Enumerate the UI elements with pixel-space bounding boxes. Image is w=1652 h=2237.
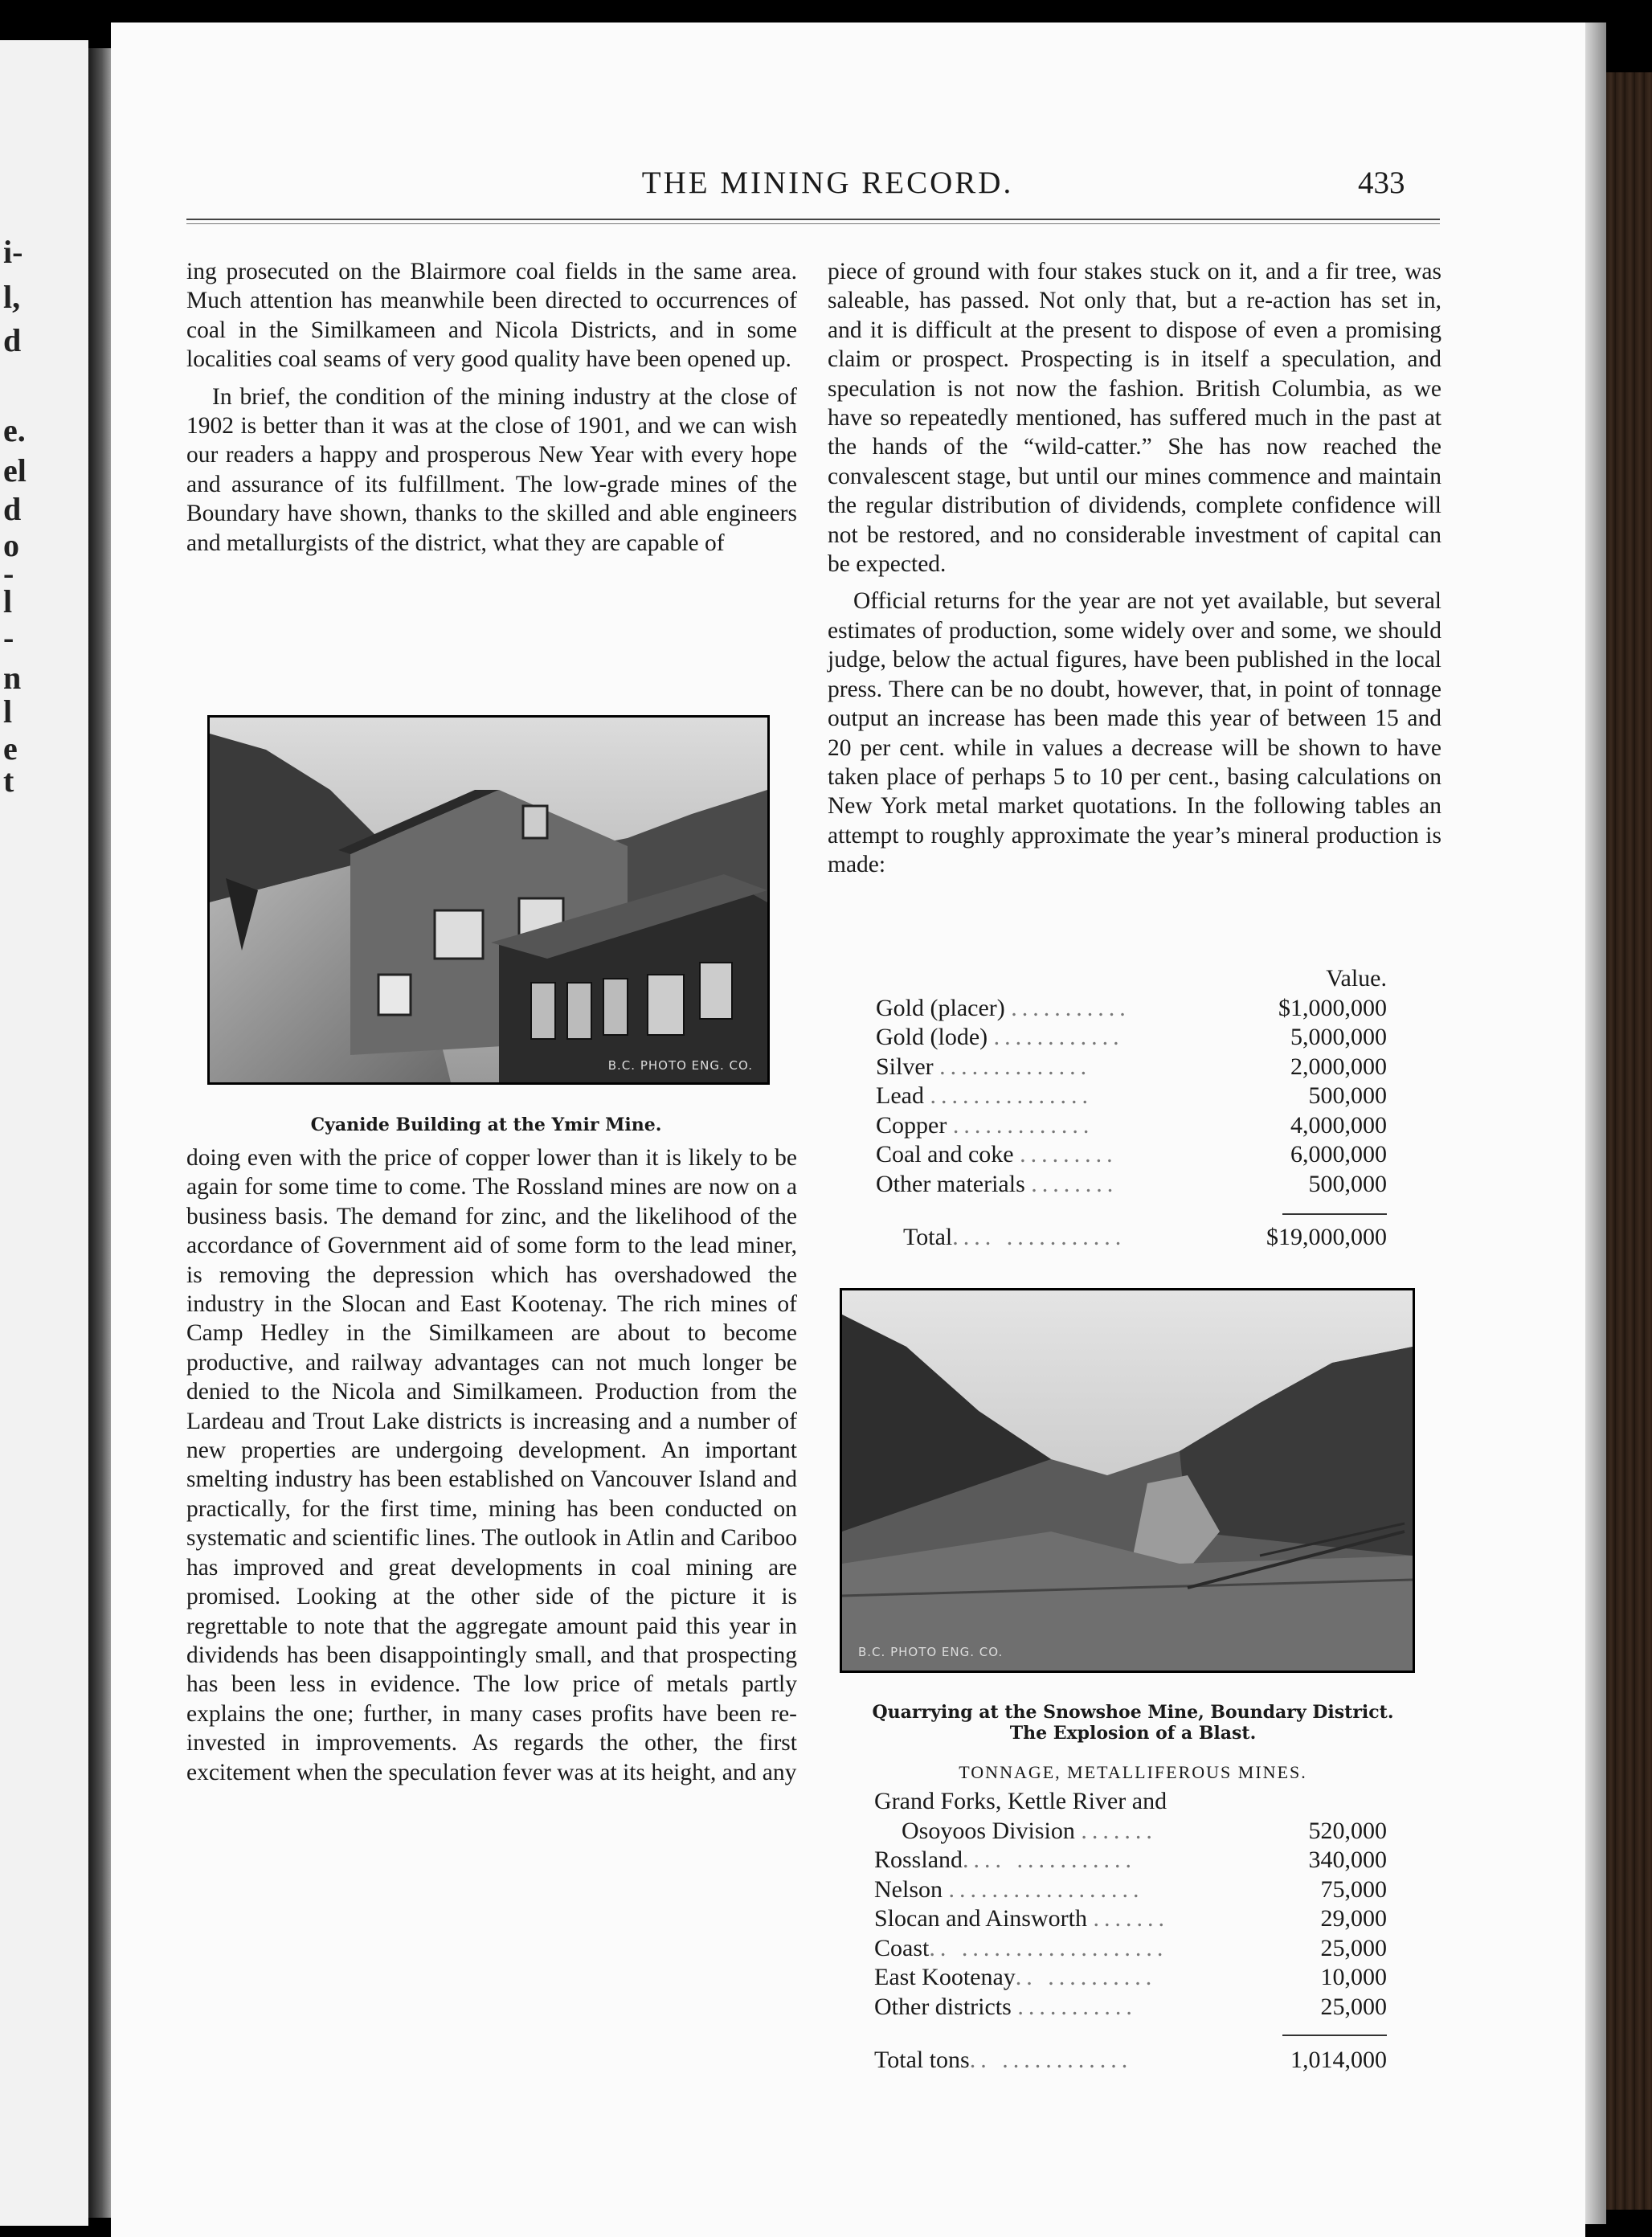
table-row: Lead ............... 500,000 — [876, 1082, 1387, 1111]
row-value: 4,000,000 — [1290, 1111, 1387, 1139]
margin-fragment: l, — [3, 279, 21, 315]
page-stack-edge — [1585, 22, 1606, 2224]
left-column-bottom — [186, 1143, 797, 1787]
margin-fragment: d — [3, 491, 22, 527]
header-rule — [186, 219, 1440, 224]
paragraph: Official returns for the year are not yet available, but several estimates of production, some widely over and some, we should judge, below the actual figures, have been published in the local press. There can be no doubt, however, that, in point of tonnage output an increase has been made this year of between 15 and 20 per cent. while in values a decrease will be shown to have taken place of perhaps 5 to 10 per cent., basing calculations on New York metal market quotations. In the following tables an attempt to roughly approximate the year’s mineral production is made: — [828, 588, 1441, 878]
page-number: 433 — [1358, 166, 1405, 200]
total-rule — [1282, 1213, 1387, 1215]
table-row: Silver .............. 2,000,000 — [876, 1053, 1387, 1082]
row-label: Gold (lode) — [876, 1024, 988, 1050]
margin-fragment: e. — [3, 412, 26, 448]
row-value: 520,000 — [1308, 1817, 1387, 1844]
table-row: Gold (lode) ............ 5,000,000 — [876, 1023, 1387, 1053]
book-spine — [1606, 72, 1652, 2210]
row-label: Rossland — [874, 1846, 963, 1873]
row-label: Grand Forks, Kettle River and — [874, 1788, 1167, 1814]
table-row: Copper ............. 4,000,000 — [876, 1111, 1387, 1141]
row-value: 75,000 — [1320, 1875, 1387, 1903]
caption-line: The Explosion of a Blast. — [1009, 1723, 1257, 1744]
row-label: Silver — [876, 1053, 934, 1080]
row-value: 500,000 — [1308, 1082, 1387, 1109]
row-label: Nelson — [874, 1875, 943, 1903]
table-row: East Kootenay.. .......... 10,000 — [874, 1963, 1387, 1993]
row-label: Lead — [876, 1082, 924, 1109]
margin-fragment: d — [3, 322, 22, 358]
margin-fragment: l — [3, 693, 13, 730]
right-column-top — [828, 257, 1441, 880]
mineral-value-table — [876, 964, 1387, 1253]
table-row-label-line — [874, 1787, 1387, 1817]
table-row: Coal and coke ......... 6,000,000 — [876, 1140, 1387, 1170]
row-value: 29,000 — [1320, 1905, 1387, 1932]
photo-credit: B.C. PHOTO ENG. CO. — [607, 1058, 753, 1073]
binding-gutter — [88, 48, 111, 2218]
row-label: Coal and coke — [876, 1141, 1014, 1168]
row-label: Slocan and Ainsworth — [874, 1905, 1087, 1932]
table-row: Rossland.... ........... 340,000 — [874, 1846, 1387, 1875]
caption-line: Quarrying at the Snowshoe Mine, Boundary District. — [872, 1702, 1394, 1723]
margin-fragment: e — [3, 730, 18, 767]
row-value: 340,000 — [1308, 1846, 1387, 1873]
margin-fragment: i- — [3, 234, 23, 270]
table-row: Other materials ........ 500,000 — [876, 1170, 1387, 1200]
previous-page-edge — [0, 40, 88, 2226]
row-label: Coast — [874, 1934, 930, 1961]
photo-caption: Cyanide Building at the Ymir Mine. — [310, 1114, 662, 1135]
table-row: Coast.. ................... 25,000 — [874, 1934, 1387, 1964]
total-row: Total tons.. ............ 1,014,000 — [874, 2046, 1387, 2075]
row-value: 6,000,000 — [1290, 1141, 1387, 1168]
margin-fragment: t — [3, 763, 14, 799]
row-value: 25,000 — [1320, 1934, 1387, 1961]
photo-caption — [828, 1702, 1438, 1744]
row-value: 5,000,000 — [1290, 1024, 1387, 1050]
margin-fragment: o — [3, 527, 19, 563]
row-value: 25,000 — [1320, 1993, 1387, 2020]
row-label: Other districts — [874, 1993, 1012, 2020]
table-row: Slocan and Ainsworth ....... 29,000 — [874, 1904, 1387, 1934]
cyanide-building-image — [210, 718, 767, 1082]
table-row: Nelson .................. 75,000 — [874, 1875, 1387, 1905]
paragraph: ing prosecuted on the Blairmore coal fields in the same area. Much attention has meanwhile been directed to occurrences of coal in the Similkameen and Nicola Districts, and in some localities coal seams of very good quality have been opened up. — [186, 259, 797, 373]
paragraph: In brief, the condition of the mining industry at the close of 1902 is better than it was at the close of 1901, and we can wish our readers a happy and prosperous New Year with every hope and assurance of its fulfillment. The low-grade mines of the Boundary have shown, thanks to the skilled and able engineers and metallurgists of the district, what they are capable of — [186, 383, 797, 556]
total-value: $19,000,000 — [1266, 1224, 1387, 1250]
photo-credit: B.C. PHOTO ENG. CO. — [858, 1645, 1004, 1659]
margin-fragment: el — [3, 452, 27, 489]
total-label: Total — [903, 1224, 953, 1250]
row-label: Other materials — [876, 1170, 1025, 1197]
margin-fragment: - — [3, 555, 14, 591]
photo-cyanide-building — [207, 715, 770, 1085]
row-label: East Kootenay — [874, 1964, 1016, 1990]
running-header: THE MINING RECORD. — [641, 166, 1014, 200]
margin-fragment: l — [3, 583, 13, 620]
table-row: Osoyoos Division ....... 520,000 — [874, 1817, 1387, 1846]
tonnage-table — [874, 1787, 1387, 2075]
total-value: 1,014,000 — [1290, 2047, 1387, 2073]
row-label: Gold (placer) — [876, 994, 1005, 1021]
row-label: Osoyoos Division — [902, 1817, 1075, 1844]
row-value: 10,000 — [1320, 1964, 1387, 1990]
table-row: Gold (placer) ........... $1,000,000 — [876, 994, 1387, 1024]
left-column-top — [186, 257, 797, 558]
table-row: Other districts ........... 25,000 — [874, 1993, 1387, 2022]
paragraph: piece of ground with four stakes stuck on it, and a fir tree, was saleable, has passed. Not only that, but a re-action has set in, and it is difficult at the present to dispose of even a promising claim or prospect. Prospecting is in itself a speculation, and speculation is not now the fashion. British Columbia, as we have so repeatedly mentioned, has suffered much in the past at the hands of the “wild-catter.” She has now reached the convalescent stage, but until our mines commence and maintain the regular distribution of dividends, complete confidence will not be restored, and no considerable investment of capital can be expected. — [828, 259, 1441, 578]
total-label: Total tons — [874, 2047, 970, 2073]
margin-fragment: - — [3, 620, 14, 656]
row-label: Copper — [876, 1111, 947, 1139]
row-value: 500,000 — [1308, 1170, 1387, 1197]
total-row: Total.... ........... $19,000,000 — [876, 1223, 1387, 1253]
column-heading: Value. — [1326, 965, 1387, 992]
margin-fragment: n — [3, 660, 22, 696]
row-value: 2,000,000 — [1290, 1053, 1387, 1080]
photo-snowshoe-mine — [840, 1288, 1415, 1673]
tonnage-title: TONNAGE, METALLIFEROUS MINES. — [959, 1762, 1307, 1782]
row-value: $1,000,000 — [1278, 994, 1387, 1021]
snowshoe-quarry-image — [842, 1290, 1413, 1671]
total-rule — [1282, 2035, 1387, 2036]
paragraph: doing even with the price of copper lower than it is likely to be again for some time to come. The Rossland mines are now on a business basis. The demand for zinc, and the likelihood of the accordance of Government aid of some form to the lead miner, is removing the depression which has overshadowed the industry in the Slocan and East Kootenay. The rich mines of Camp Hedley in the Similkameen are about to become productive, and railway advantages can not much longer be denied to the Nicola and Similkameen. Production from the Lardeau and Trout Lake districts is increasing and a number of new properties are undergoing development. An important smelting industry has been established on Vancouver Island and practically, for the first time, mining has been conducted on systematic and scientific lines. The outlook in Atlin and Cariboo has improved and great developments in coal mining are promised. Looking at the other side of the picture it is regrettable to note that the aggregate amount paid this year in dividends has been disappointingly small, and that prospecting has been less in evidence. The low price of metals partly explains the one; further, in many cases profits have been re-invested in improvements. As regards the other, the first excitement when the speculation fever was at its height, and any — [186, 1145, 797, 1785]
